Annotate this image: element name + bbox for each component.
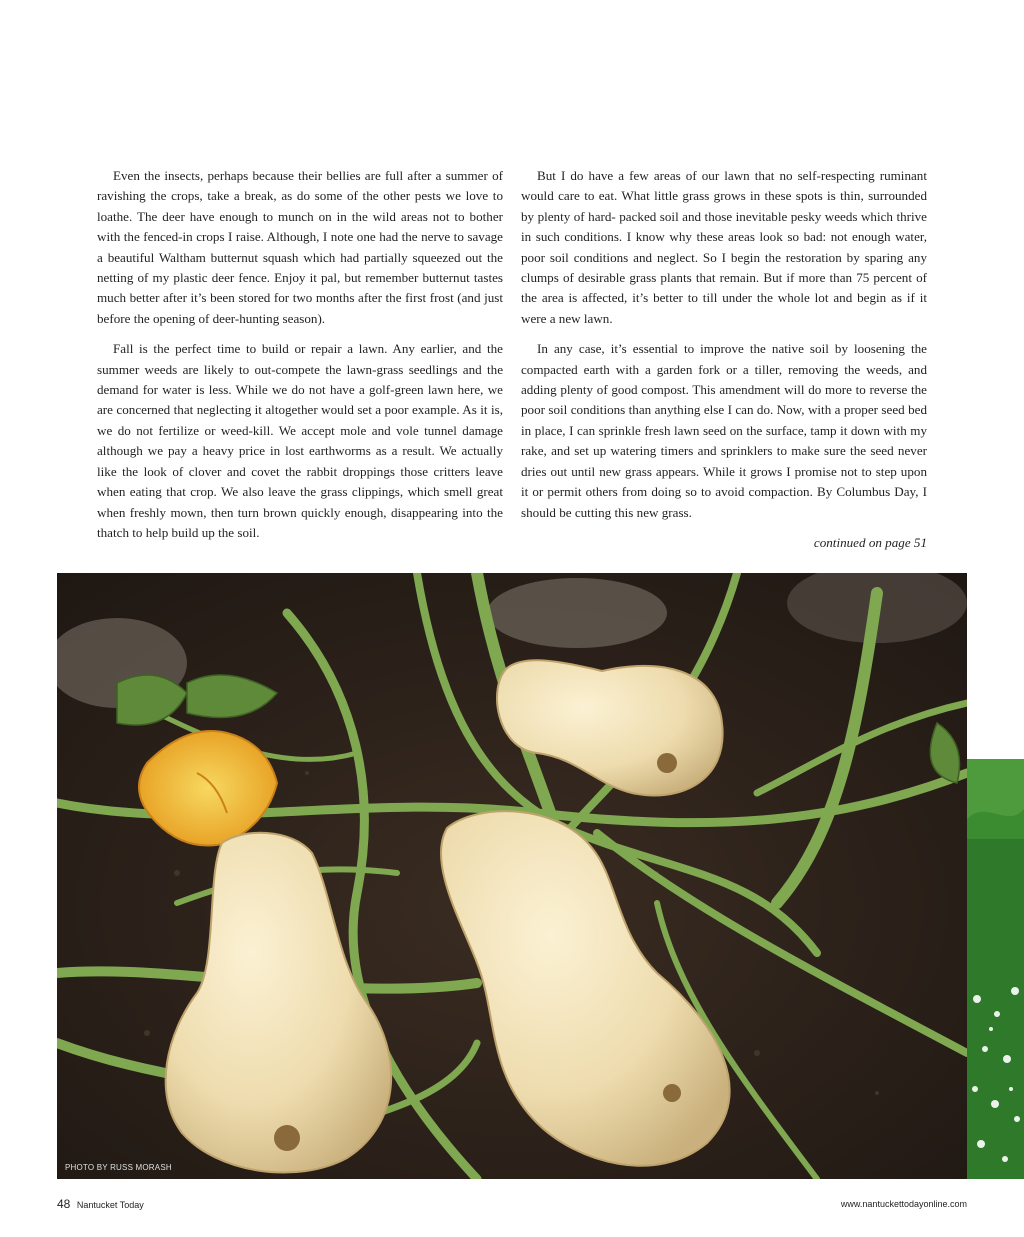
- article-left-column: [97, 166, 503, 553]
- publication-name: Nantucket Today: [76, 1200, 144, 1210]
- lawn-photo-strip: [967, 759, 1024, 1179]
- photo-credit: PHOTO BY RUSS MORASH: [65, 1163, 172, 1172]
- paragraph: Even the insects, perhaps because their bellies are full after a summer of ravishing the crops, take a break, as do some of the other pests we love to loathe. The deer have enough to munch on in the wild areas not to bother with the fenced-in crops I raise. Although, I note one had the nerve to savage a beautiful Waltham butternut squash which had partially squeezed out the netting of my plastic deer fence. Enjoy it pal, but remember butternut tastes much better after it’s been stored for two months after the first frost (and just before the opening of deer-hunting season).: [97, 168, 503, 326]
- paragraph: Fall is the perfect time to build or repair a lawn. Any earlier, and the summer weeds are likely to out-compete the lawn-grass seedlings and the demand for water is less. While we do not have a golf-green lawn here, we are concerned that neglecting it altogether would set a poor example. As it is, we do not fertilize or weed-kill. We accept mole and vole tunnel damage although we pay a heavy price in lost earthworms as a result. We actually like the look of clover and covet the rabbit droppings those critters leave when eating that crop. We also leave the grass clippings, which smell great when freshly mown, then turn brown quickly enough, disappearing into the thatch to help build up the soil.: [97, 341, 503, 540]
- page-number: 48: [57, 1197, 71, 1211]
- paragraph: But I do have a few areas of our lawn that no self-respecting ruminant would care to eat. What little grass grows in these spots is thin, surrounded by plenty of hard- packed soil and those inevitable pesky weeds which thrive in such conditions. I know why these areas look so bad: not enough water, poor soil conditions and neglect. So I begin the restoration by sparing any clumps of desirable grass plants that remain. But if more than 75 percent of the area is affected, it’s better to till under the whole lot and begin as if it were a new lawn.: [521, 168, 927, 326]
- butternut-squash-photo: [57, 573, 967, 1179]
- continued-link[interactable]: continued on page 51: [813, 534, 927, 550]
- lawn-clover-illustration: [967, 759, 1024, 1179]
- paragraph: In any case, it’s essential to improve the native soil by loosening the compacted earth with a garden fork or a tiller, removing the weeds, and adding plenty of good compost. This amendment will do more to reverse the poor soil conditions than anything else I can do. Now, with a proper seed bed in place, I can sprinkle fresh lawn seed on the surface, tamp it down with my rake, and set up watering timers and sprinklers to make sure the seed never dries out until new grass appears. While it grows I promise not to step upon it or permit others from doing so to avoid compaction. By Columbus Day, I should be cutting this new grass.: [521, 341, 927, 520]
- website-link[interactable]: www.nantuckettodayonline.com: [840, 1199, 967, 1209]
- page-footer-left: [57, 1197, 144, 1211]
- squash-illustration: [57, 573, 967, 1179]
- article-right-column: [521, 166, 927, 563]
